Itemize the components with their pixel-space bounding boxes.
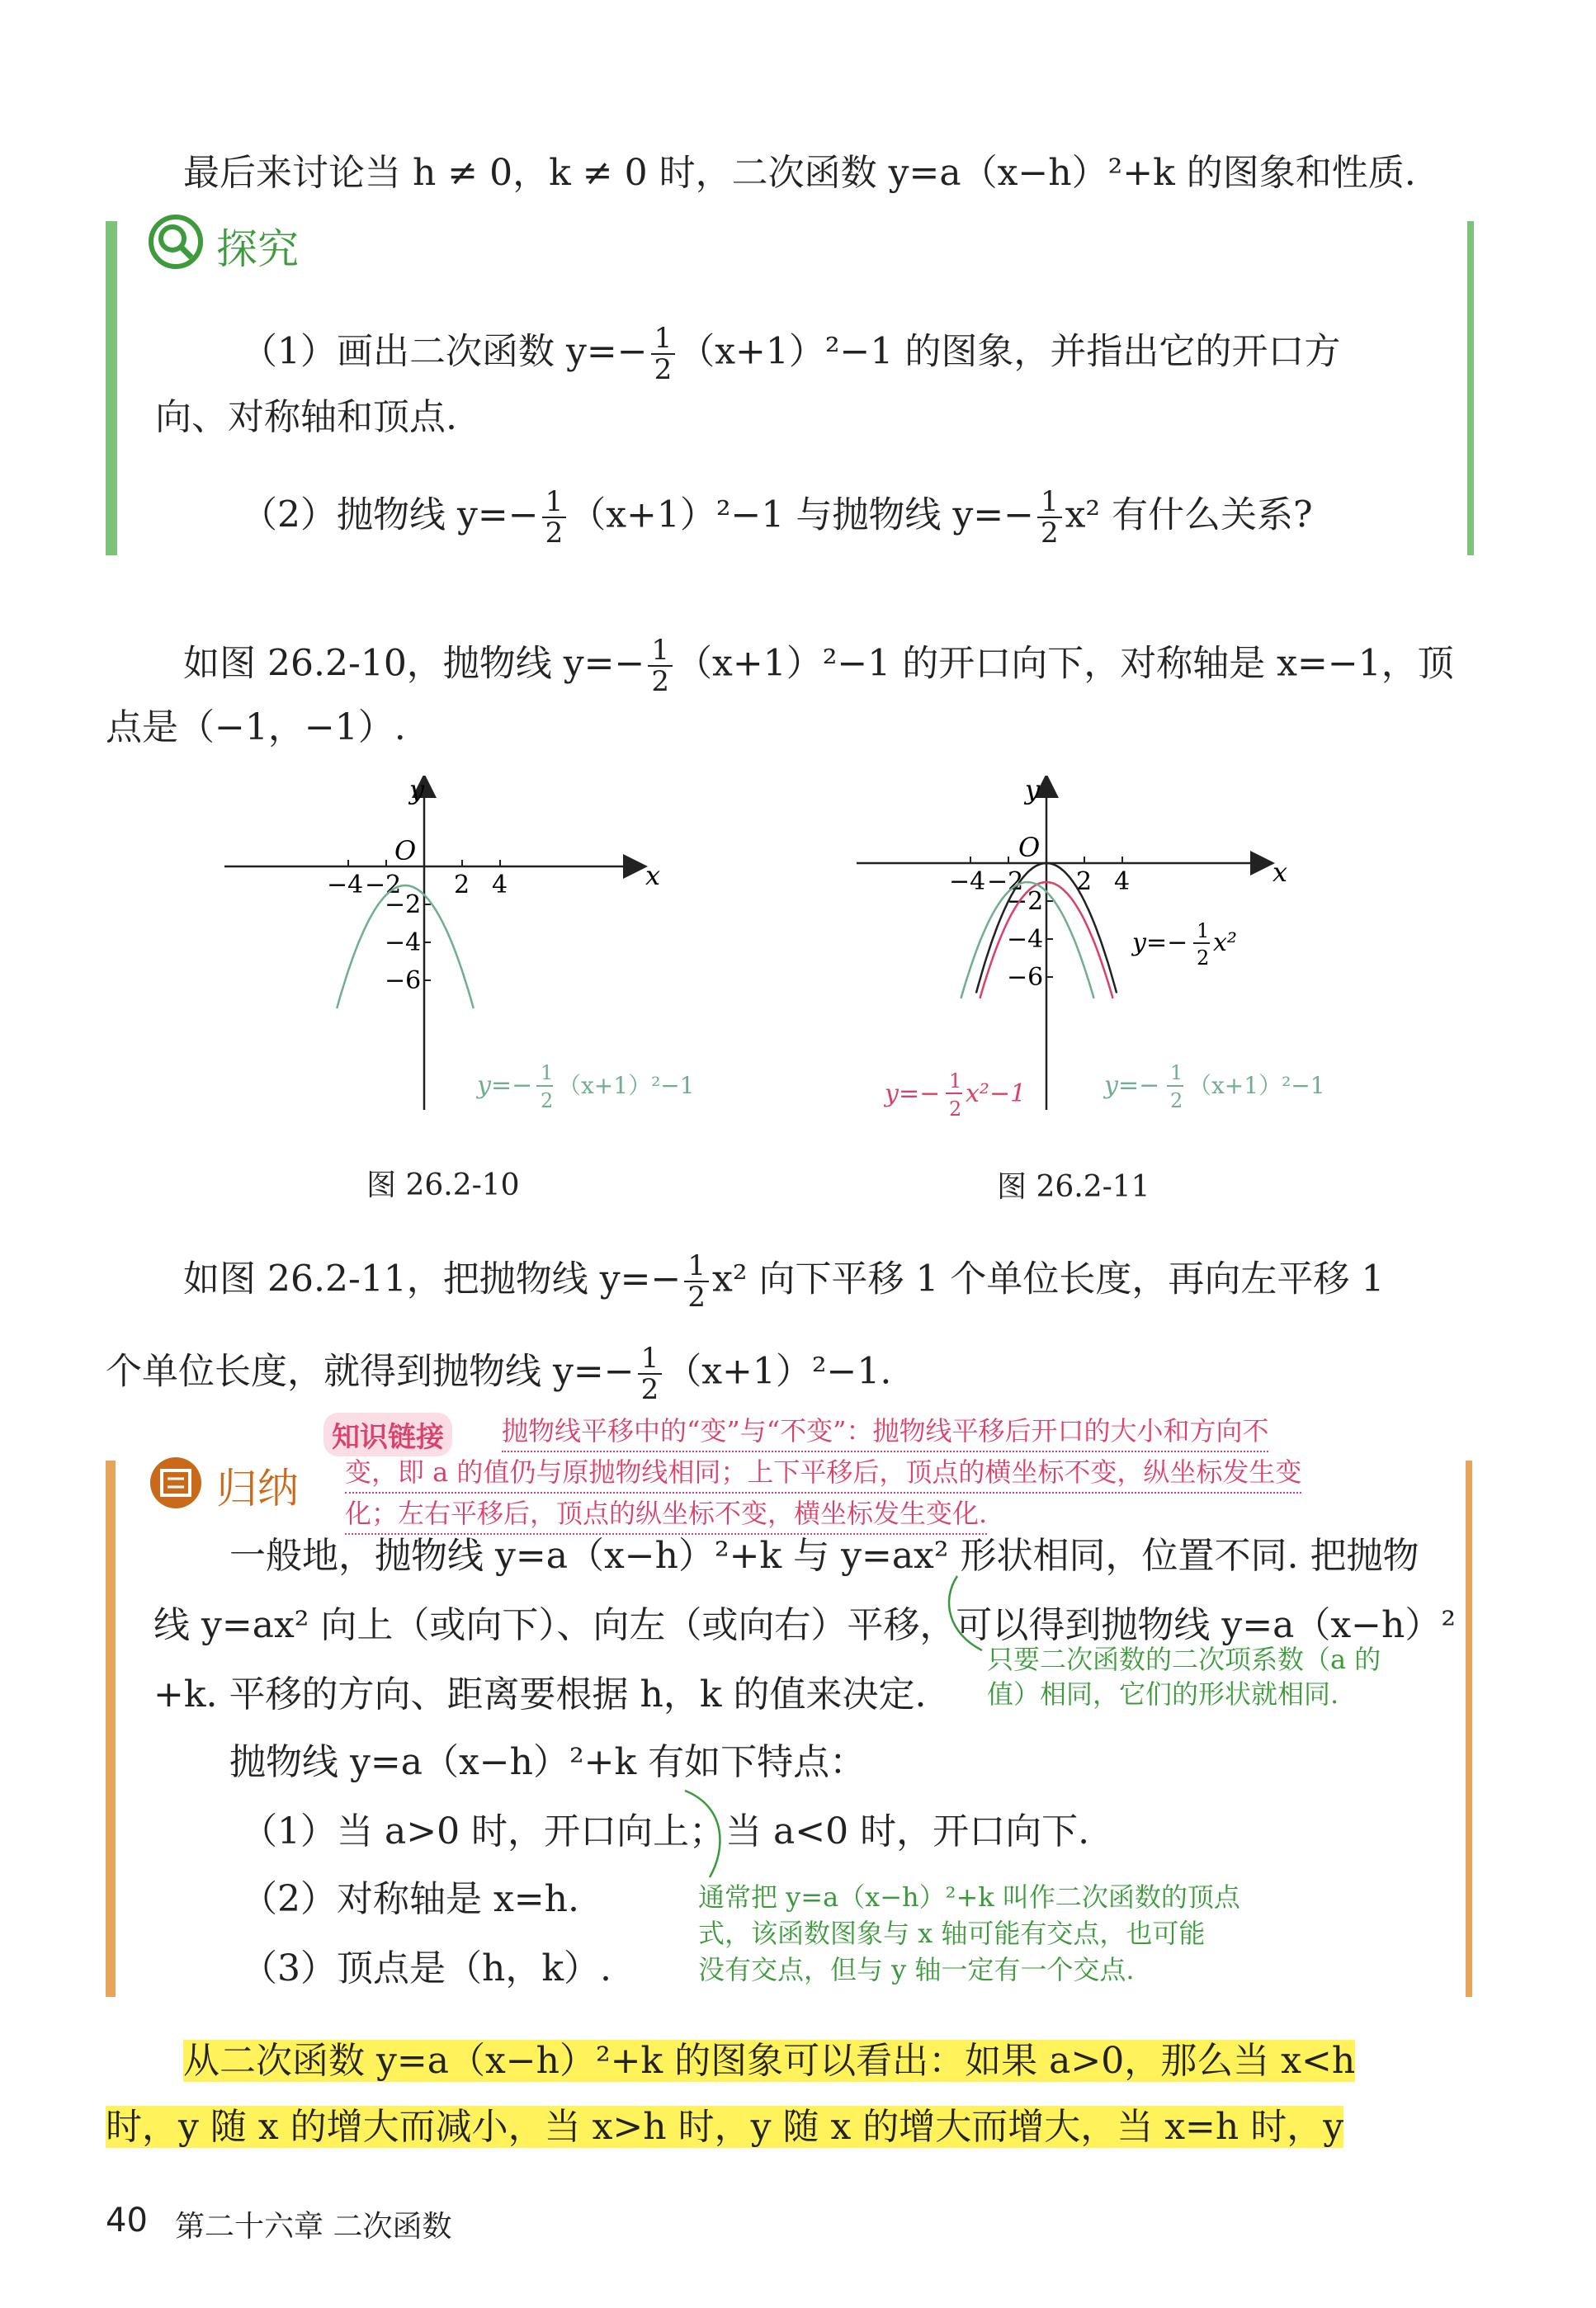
svg-text:1: 1 bbox=[1197, 919, 1210, 942]
note1-pointer bbox=[933, 1568, 999, 1667]
explore-left-bar bbox=[106, 221, 117, 555]
para2-line2: 个单位长度，就得到抛物线 y=− $\frac{1}{2}$ （x+1）²−1. bbox=[106, 1342, 892, 1406]
summary-line5: （1）当 a>0 时，开口向上；当 a<0 时，开口向下. bbox=[241, 1810, 1090, 1853]
svg-text:1: 1 bbox=[1170, 1061, 1183, 1084]
summary-line4: 抛物线 y=a（x−h）²+k 有如下特点： bbox=[229, 1741, 866, 1783]
knowledge-link-line2: 变，即 a 的值仍与原抛物线相同；上下平移后，顶点的横坐标不变，纵坐标发生变 bbox=[345, 1452, 1301, 1494]
fig1-caption: 图 26.2-10 bbox=[366, 1168, 520, 1202]
para1-line1: 如图 26.2-10，抛物线 y=− $\frac{1}{2}$ （x+1）²−1 的开口向下，对称轴是 x=−1，顶 bbox=[183, 634, 1454, 698]
y-tick-label: −2 bbox=[385, 890, 422, 919]
svg-text:1: 1 bbox=[949, 1069, 962, 1093]
para2-line1: 如图 26.2-11，把抛物线 y=− $\frac{1}{2}$ x² 向下平移 1 个单位长度，再向左平移 1 bbox=[183, 1249, 1385, 1314]
explore-q1-cont: 向、对称轴和顶点. bbox=[155, 396, 457, 438]
para1-line2: 点是（−1，−1）. bbox=[106, 706, 406, 748]
knowledge-link-line1: 抛物线平移中的“变”与“不变”：抛物线平移后开口的大小和方向不 bbox=[502, 1411, 1268, 1452]
knowledge-link-line3: 化；左右平移后，顶点的纵坐标不变，横坐标发生变化. bbox=[345, 1494, 987, 1535]
y-tick-label: −2 bbox=[1007, 887, 1044, 916]
y-tick-label: −4 bbox=[1007, 925, 1044, 954]
summary-line3: +k. 平移的方向、距离要根据 h，k 的值来决定. bbox=[153, 1673, 927, 1716]
intro-text: 最后来讨论当 h ≠ 0，k ≠ 0 时，二次函数 y=a（x−h）²+k 的图象和性质. bbox=[183, 152, 1416, 194]
x-tick-label: −4 bbox=[327, 871, 364, 899]
summary-note2-line2: 式，该函数图象与 x 轴可能有交点，也可能 bbox=[698, 1918, 1206, 1949]
explore-icon bbox=[147, 213, 205, 271]
fig1-curve-label-tail: （x+1）²−1 bbox=[558, 1072, 695, 1099]
x-tick-label: −4 bbox=[949, 867, 986, 896]
figure-26-2-10 bbox=[215, 776, 726, 1122]
summary-line6: （2）对称轴是 x=h. bbox=[241, 1878, 579, 1920]
explore-title: 探究 bbox=[216, 225, 299, 273]
fig1-curve-label: y=− bbox=[477, 1071, 533, 1100]
svg-text:2: 2 bbox=[949, 1097, 962, 1121]
x-tick-label: −2 bbox=[987, 867, 1024, 896]
fig2-label-red-tail: x²−1 bbox=[966, 1079, 1027, 1108]
summary-note2-line3: 没有交点，但与 y 轴一定有一个交点. bbox=[698, 1954, 1135, 1985]
y-tick-label: −6 bbox=[385, 966, 422, 995]
explore-q1: （1）画出二次函数 y=− $\frac{1}{2}$ （x+1）²−1 的图象，并指出它的开口方 bbox=[241, 322, 1341, 386]
x-tick-label: 2 bbox=[1076, 867, 1093, 896]
summary-right-bar bbox=[1466, 1461, 1472, 1997]
fig2-label-red: y=− bbox=[885, 1079, 941, 1108]
knowledge-link-tag: 知识链接 bbox=[323, 1413, 452, 1456]
fig2-label-black: y=− bbox=[1132, 928, 1188, 957]
fig2-label-green: y=− bbox=[1104, 1071, 1160, 1100]
final-line1: 从二次函数 y=a（x−h）²+k 的图象可以看出：如果 a>0，那么当 x<h bbox=[183, 2040, 1356, 2082]
svg-text:2: 2 bbox=[1197, 946, 1210, 970]
x-tick-label: 4 bbox=[1114, 867, 1131, 896]
fig2-caption: 图 26.2-11 bbox=[997, 1170, 1150, 1204]
fig1-y-label: y bbox=[409, 776, 425, 805]
fig1-frac-d: 2 bbox=[541, 1089, 554, 1112]
fig1-x-label: x bbox=[645, 860, 661, 891]
fig2-label-black-tail: x² bbox=[1213, 928, 1237, 957]
summary-icon bbox=[147, 1454, 205, 1512]
explore-right-bar bbox=[1467, 221, 1474, 555]
fig2-origin: O bbox=[1018, 832, 1041, 863]
summary-line7: （3）顶点是（h，k）. bbox=[241, 1947, 611, 1989]
summary-left-bar bbox=[106, 1461, 116, 1997]
x-tick-label: 2 bbox=[454, 871, 470, 899]
summary-line2: 线 y=ax² 向上（或向下）、向左（或向右）平移，可以得到抛物线 y=a（x−h）² bbox=[153, 1604, 1456, 1646]
svg-text:2: 2 bbox=[1170, 1089, 1183, 1112]
fig1-frac-n: 1 bbox=[541, 1061, 554, 1084]
x-tick-label: 4 bbox=[492, 871, 508, 899]
x-tick-label: −2 bbox=[365, 871, 402, 899]
note2-pointer bbox=[677, 1774, 743, 1890]
summary-line1: 一般地，抛物线 y=a（x−h）²+k 与 y=ax² 形状相同，位置不同. 把抛物 bbox=[229, 1535, 1419, 1577]
explore-q2: （2）抛物线 y=− $\frac{1}{2}$ （x+1）²−1 与抛物线 y=− $\frac{1}{2}$ x² 有什么关系? bbox=[241, 485, 1313, 550]
y-tick-label: −4 bbox=[385, 928, 422, 957]
page-number: 40 bbox=[106, 2202, 148, 2240]
fig1-origin: O bbox=[394, 835, 417, 866]
summary-note1-line2: 值）相同，它们的形状就相同. bbox=[987, 1678, 1339, 1710]
summary-title: 归纳 bbox=[216, 1465, 299, 1513]
final-line2: 时，y 随 x 的增大而减小，当 x>h 时，y 随 x 的增大而增大，当 x=h 时，y bbox=[106, 2106, 1344, 2148]
figure-26-2-11 bbox=[850, 776, 1362, 1122]
y-tick-label: −6 bbox=[1007, 963, 1044, 992]
fig2-y-label: y bbox=[1025, 776, 1041, 805]
fig2-x-label: x bbox=[1273, 857, 1288, 888]
summary-note2-line1: 通常把 y=a（x−h）²+k 叫作二次函数的顶点 bbox=[698, 1881, 1240, 1913]
fig2-label-green-tail: （x+1）²−1 bbox=[1188, 1072, 1325, 1099]
summary-note1-line1: 只要二次函数的二次项系数（a 的 bbox=[987, 1644, 1381, 1675]
chapter-title: 第二十六章 二次函数 bbox=[175, 2210, 452, 2244]
